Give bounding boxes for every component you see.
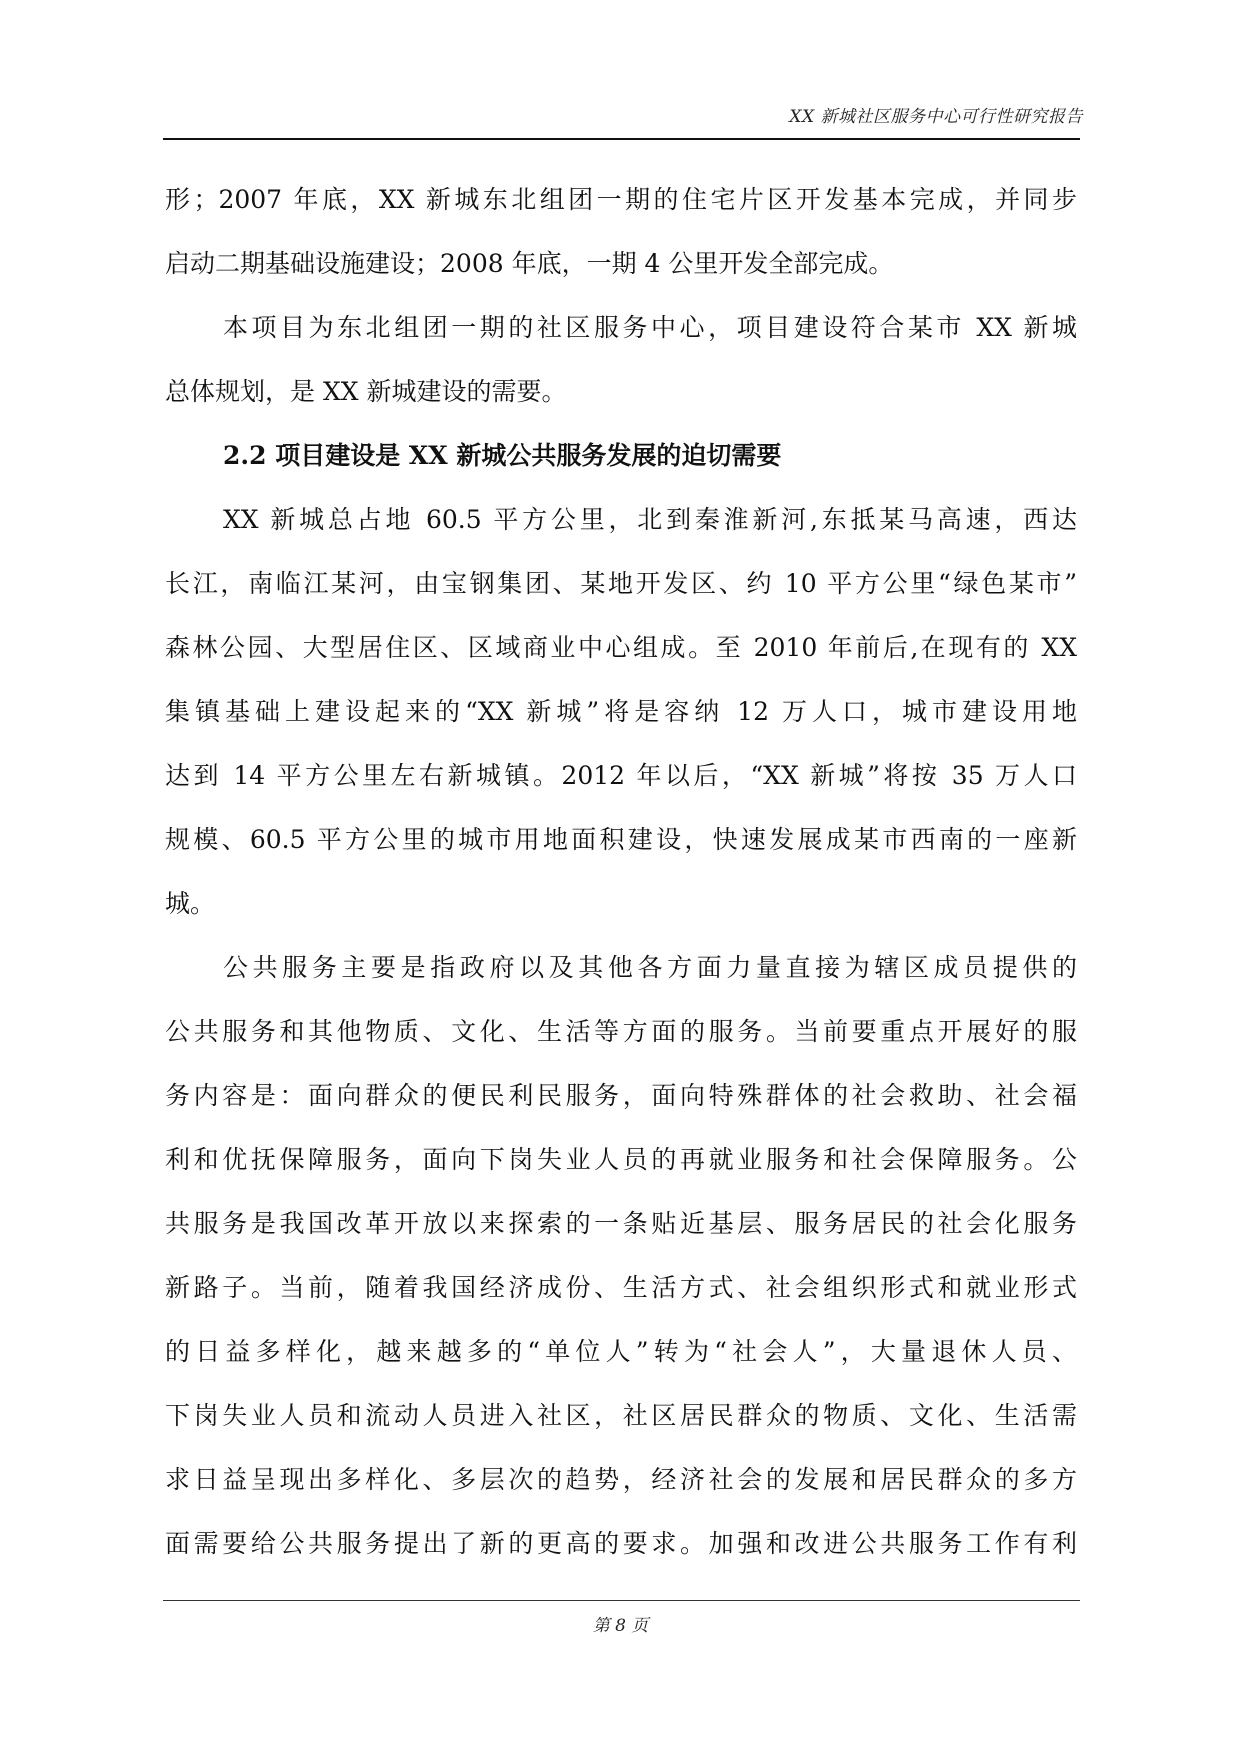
body-line: 公共服务和其他物质、文化、生活等方面的服务。当前要重点开展好的服 — [165, 1017, 1077, 1046]
body-line: 启动二期基础设施建设；2008 年底，一期 4 公里开发全部完成。 — [165, 249, 894, 278]
body-line: 长江，南临江某河，由宝钢集团、某地开发区、约 10 平方公里“绿色某市” — [165, 569, 1077, 598]
body-line: 本项目为东北组团一期的社区服务中心，项目建设符合某市 XX 新城 — [223, 313, 1077, 342]
page-body — [165, 168, 1077, 1576]
body-line: 规模、60.5 平方公里的城市用地面积建设，快速发展成某市西南的一座新 — [165, 825, 1077, 854]
body-line: 务内容是：面向群众的便民利民服务，面向特殊群体的社会救助、社会福 — [165, 1081, 1077, 1110]
body-line: 森林公园、大型居住区、区域商业中心组成。至 2010 年前后,在现有的 XX — [165, 633, 1077, 662]
body-line: 利和优抚保障服务，面向下岗失业人员的再就业服务和社会保障服务。公 — [165, 1145, 1077, 1174]
body-line: XX 新城总占地 60.5 平方公里，北到秦淮新河,东抵某马高速，西达 — [223, 505, 1077, 534]
running-header-title: XX 新城社区服务中心可行性研究报告 — [789, 107, 1083, 127]
section-heading: 2.2 项目建设是 XX 新城公共服务发展的迫切需要 — [223, 441, 782, 470]
body-line: 新路子。当前，随着我国经济成份、生活方式、社会组织形式和就业形式 — [165, 1273, 1077, 1302]
body-line: 面需要给公共服务提出了新的更高的要求。加强和改进公共服务工作有利 — [165, 1529, 1077, 1558]
body-line: 总体规划，是 XX 新城建设的需要。 — [165, 377, 567, 406]
body-line: 共服务是我国改革开放以来探索的一条贴近基层、服务居民的社会化服务 — [165, 1209, 1077, 1238]
body-line: 公共服务主要是指政府以及其他各方面力量直接为辖区成员提供的 — [223, 953, 1077, 982]
body-line: 集镇基础上建设起来的“XX 新城”将是容纳 12 万人口，城市建设用地 — [165, 697, 1077, 726]
footer-divider — [163, 1600, 1080, 1601]
body-line: 形；2007 年底，XX 新城东北组团一期的住宅片区开发基本完成，并同步 — [165, 185, 1077, 214]
body-line: 求日益呈现出多样化、多层次的趋势，经济社会的发展和居民群众的多方 — [165, 1465, 1077, 1494]
body-line: 下岗失业人员和流动人员进入社区，社区居民群众的物质、文化、生活需 — [165, 1401, 1077, 1430]
body-line: 的日益多样化，越来越多的“单位人”转为“社会人”，大量退休人员、 — [165, 1337, 1077, 1366]
body-line: 城。 — [165, 889, 216, 918]
page-number: 第 8 页 — [592, 1616, 649, 1636]
body-line: 达到 14 平方公里左右新城镇。2012 年以后，“XX 新城”将按 35 万人口 — [165, 761, 1077, 790]
header-divider — [163, 138, 1080, 140]
